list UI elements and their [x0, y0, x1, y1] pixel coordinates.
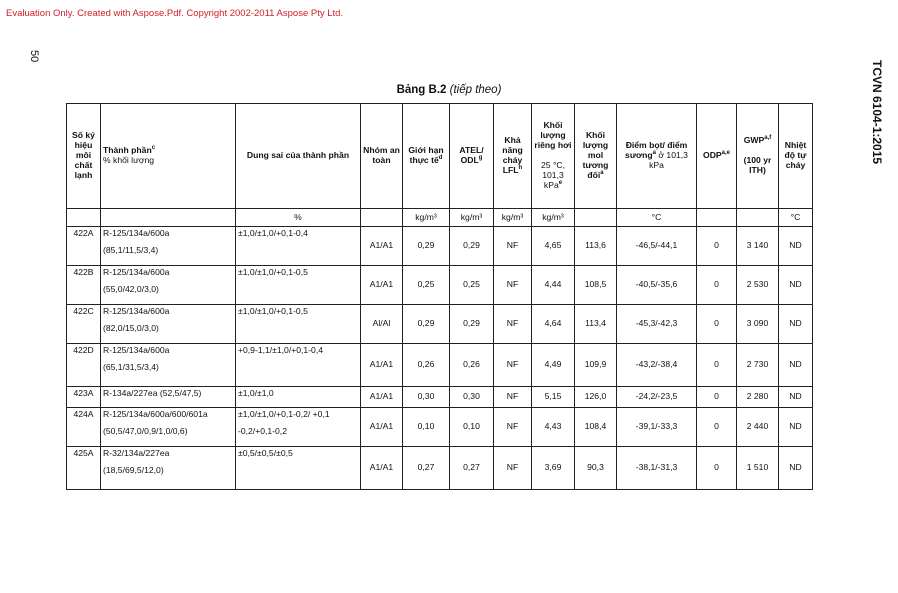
- header-khoi-luong-rieng: [532, 104, 575, 209]
- cell-autoignition: ND: [779, 344, 813, 387]
- header-odp-sup: a,e: [721, 150, 730, 157]
- cell-composition: [101, 447, 236, 490]
- header-nhiet-do: Nhiệt độ tự cháy: [779, 104, 813, 209]
- cell-tolerance: [236, 266, 361, 305]
- header-gioi-han-label: Giới hạn thực tế: [408, 145, 444, 165]
- header-gwp: [737, 104, 779, 209]
- cell-tolerance: [236, 447, 361, 490]
- cell-composition: [101, 305, 236, 344]
- unit-dung-sai: %: [236, 209, 361, 227]
- cell-bubble-dew: -39,1/-33,3: [617, 408, 697, 447]
- table-row: [67, 344, 813, 387]
- composition-line: R-134a/227ea (52,5/47,5): [103, 388, 202, 398]
- header-kha-nang-sup: h: [518, 165, 523, 172]
- table-row: [67, 447, 813, 490]
- cell-practical-limit: 0,30: [403, 387, 450, 408]
- caption-continued: (tiếp theo): [449, 84, 502, 96]
- cell-vapor-density: 4,44: [532, 266, 575, 305]
- unit-gioi-han: kg/m³: [403, 209, 450, 227]
- cell-lfl: NF: [494, 305, 532, 344]
- cell-autoignition: ND: [779, 387, 813, 408]
- cell-code: 423A: [67, 387, 101, 408]
- page-number: 50: [28, 50, 40, 63]
- cell-molar-mass: 109,9: [575, 344, 617, 387]
- units-row: [67, 209, 813, 227]
- header-row: [67, 104, 813, 209]
- tolerance-line: ±1,0/±1,0/+0,1-0,5: [238, 267, 308, 277]
- watermark-text: Evaluation Only. Created with Aspose.Pdf. Copyright 2002-2011 Aspose Pty Ltd.: [6, 8, 344, 19]
- cell-lfl: NF: [494, 408, 532, 447]
- cell-atel: 0,29: [450, 227, 494, 266]
- cell-safety: A1/A1: [361, 227, 403, 266]
- cell-odp: 0: [697, 227, 737, 266]
- cell-safety: A1/A1: [361, 266, 403, 305]
- header-klm-label: Khối lượng mol tương đối: [582, 130, 609, 180]
- header-diem-bot: [617, 104, 697, 209]
- composition-line: R-125/134a/600a: [103, 345, 170, 355]
- cell-atel: 0,25: [450, 266, 494, 305]
- composition-line: (18,5/69,5/12,0): [103, 464, 164, 475]
- composition-line: R-125/134a/600a: [103, 306, 170, 316]
- cell-practical-limit: 0,27: [403, 447, 450, 490]
- unit-atel: kg/m³: [450, 209, 494, 227]
- cell-composition: [101, 344, 236, 387]
- cell-safety: A1/A1: [361, 387, 403, 408]
- header-gwp-sub: (100 yr ITH): [743, 155, 772, 175]
- cell-gwp: 2 440: [737, 408, 779, 447]
- cell-bubble-dew: -38,1/-31,3: [617, 447, 697, 490]
- table-caption: [0, 84, 898, 96]
- header-klm-sup: a: [600, 169, 604, 176]
- unit-nhiet-do: °C: [779, 209, 813, 227]
- cell-atel: 0,29: [450, 305, 494, 344]
- table-row: [67, 227, 813, 266]
- tolerance-line: ±1,0/±1,0/+0,1-0,4: [238, 228, 308, 238]
- cell-composition: [101, 408, 236, 447]
- tolerance-line: ±1,0/±1,0/+0,1-0,2/ +0,1: [238, 409, 330, 419]
- tolerance-line: ±1,0/±1,0/+0,1-0,5: [238, 306, 308, 316]
- composition-line: (85,1/11,5/3,4): [103, 244, 159, 255]
- composition-line: (50,5/47,0/0,9/1,0/0,6): [103, 425, 188, 436]
- cell-safety: A1/A1: [361, 344, 403, 387]
- cell-bubble-dew: -46,5/-44,1: [617, 227, 697, 266]
- cell-code: 422A: [67, 227, 101, 266]
- cell-gwp: 3 090: [737, 305, 779, 344]
- cell-odp: 0: [697, 305, 737, 344]
- header-klr-cond: 25 °C, 101,3 kPa: [541, 159, 565, 190]
- refrigerant-table: [66, 103, 813, 490]
- cell-molar-mass: 113,6: [575, 227, 617, 266]
- header-diem-bot-label: Điểm bọt/ điểm sương: [625, 140, 688, 161]
- unit-kha-nang: kg/m³: [494, 209, 532, 227]
- cell-atel: 0,30: [450, 387, 494, 408]
- unit-empty: [737, 209, 779, 227]
- cell-gwp: 1 510: [737, 447, 779, 490]
- cell-practical-limit: 0,29: [403, 227, 450, 266]
- cell-lfl: NF: [494, 227, 532, 266]
- header-gwp-label: GWP: [743, 135, 765, 146]
- composition-line: (65,1/31,5/3,4): [103, 361, 159, 372]
- header-odp: [697, 104, 737, 209]
- cell-safety: A1/A1: [361, 408, 403, 447]
- cell-practical-limit: 0,26: [403, 344, 450, 387]
- cell-atel: 0,10: [450, 408, 494, 447]
- header-thanh-phan-sup: c: [151, 145, 156, 152]
- cell-code: 425A: [67, 447, 101, 490]
- table-row: [67, 408, 813, 447]
- header-atel-label: ATEL/ ODL: [459, 145, 484, 165]
- composition-line: R-125/134a/600a: [103, 267, 170, 277]
- header-thanh-phan-label: Thành phần: [103, 145, 152, 156]
- cell-autoignition: ND: [779, 266, 813, 305]
- header-nhom-an-toan: Nhóm an toàn: [361, 104, 403, 209]
- composition-line: R-125/134a/600a/600/601a: [103, 409, 208, 419]
- header-atel-sup: g: [478, 155, 483, 162]
- cell-autoignition: ND: [779, 408, 813, 447]
- cell-gwp: 2 280: [737, 387, 779, 408]
- header-odp-label: ODP: [703, 150, 722, 161]
- composition-line: (82,0/15,0/3,0): [103, 322, 159, 333]
- cell-lfl: NF: [494, 387, 532, 408]
- header-thanh-phan-sub: % khối lượng: [103, 155, 155, 165]
- header-klr-sup: e: [558, 179, 563, 186]
- composition-line: R-32/134a/227ea: [103, 448, 170, 458]
- composition-line: R-125/134a/600a: [103, 228, 170, 238]
- cell-molar-mass: 126,0: [575, 387, 617, 408]
- cell-vapor-density: 4,49: [532, 344, 575, 387]
- unit-klr: kg/m³: [532, 209, 575, 227]
- cell-practical-limit: 0,29: [403, 305, 450, 344]
- tolerance-line: +0,9-1,1/±1,0/+0,1-0,4: [238, 345, 323, 355]
- cell-tolerance: [236, 344, 361, 387]
- cell-odp: 0: [697, 408, 737, 447]
- cell-molar-mass: 113,4: [575, 305, 617, 344]
- cell-atel: 0,26: [450, 344, 494, 387]
- cell-composition: [101, 387, 236, 408]
- unit-empty: [697, 209, 737, 227]
- cell-code: 424A: [67, 408, 101, 447]
- cell-molar-mass: 90,3: [575, 447, 617, 490]
- unit-empty: [361, 209, 403, 227]
- cell-code: 422B: [67, 266, 101, 305]
- table-row: [67, 387, 813, 408]
- tolerance-line: ±1,0/±1,0: [238, 388, 274, 398]
- header-diem-bot-cond: ở 101,3 kPa: [649, 150, 688, 170]
- cell-bubble-dew: -45,3/-42,3: [617, 305, 697, 344]
- cell-tolerance: [236, 387, 361, 408]
- cell-gwp: 2 530: [737, 266, 779, 305]
- cell-gwp: 3 140: [737, 227, 779, 266]
- table-row: [67, 305, 813, 344]
- cell-autoignition: ND: [779, 227, 813, 266]
- cell-vapor-density: 4,43: [532, 408, 575, 447]
- cell-autoignition: ND: [779, 447, 813, 490]
- cell-bubble-dew: -40,5/-35,6: [617, 266, 697, 305]
- cell-vapor-density: 3,69: [532, 447, 575, 490]
- cell-gwp: 2 730: [737, 344, 779, 387]
- cell-odp: 0: [697, 266, 737, 305]
- header-dung-sai: Dung sai của thành phần: [236, 104, 361, 209]
- cell-molar-mass: 108,5: [575, 266, 617, 305]
- header-gioi-han: [403, 104, 450, 209]
- cell-odp: 0: [697, 387, 737, 408]
- cell-molar-mass: 108,4: [575, 408, 617, 447]
- header-gioi-han-sup: d: [438, 155, 443, 162]
- unit-empty: [67, 209, 101, 227]
- unit-empty: [575, 209, 617, 227]
- header-diem-bot-sup: a: [652, 150, 657, 157]
- cell-vapor-density: 4,65: [532, 227, 575, 266]
- cell-composition: [101, 266, 236, 305]
- cell-safety: A1/A1: [361, 447, 403, 490]
- header-kha-nang-label: Khả năng cháy LFL: [502, 135, 523, 175]
- cell-tolerance: [236, 408, 361, 447]
- cell-lfl: NF: [494, 344, 532, 387]
- cell-odp: 0: [697, 447, 737, 490]
- header-atel: [450, 104, 494, 209]
- cell-bubble-dew: -24,2/-23,5: [617, 387, 697, 408]
- cell-atel: 0,27: [450, 447, 494, 490]
- caption-label: Bảng B.2: [396, 84, 447, 96]
- unit-empty: [101, 209, 236, 227]
- cell-odp: 0: [697, 344, 737, 387]
- header-thanh-phan: [101, 104, 236, 209]
- cell-practical-limit: 0,10: [403, 408, 450, 447]
- cell-lfl: NF: [494, 447, 532, 490]
- cell-tolerance: [236, 227, 361, 266]
- composition-line: (55,0/42,0/3,0): [103, 283, 159, 294]
- table-row: [67, 266, 813, 305]
- cell-vapor-density: 4,64: [532, 305, 575, 344]
- cell-safety: Al/Al: [361, 305, 403, 344]
- header-so-ky-hieu: Số ký hiệu môi chất lạnh: [67, 104, 101, 209]
- cell-autoignition: ND: [779, 305, 813, 344]
- cell-practical-limit: 0,25: [403, 266, 450, 305]
- standard-code: TCVN 6104-1:2015: [870, 60, 884, 165]
- cell-vapor-density: 5,15: [532, 387, 575, 408]
- cell-bubble-dew: -43,2/-38,4: [617, 344, 697, 387]
- tolerance-line: ±0,5/±0,5/±0,5: [238, 448, 293, 458]
- header-gwp-sup: a,f: [764, 135, 772, 142]
- cell-composition: [101, 227, 236, 266]
- header-khoi-luong-mol: [575, 104, 617, 209]
- header-kha-nang: [494, 104, 532, 209]
- cell-lfl: NF: [494, 266, 532, 305]
- cell-code: 422D: [67, 344, 101, 387]
- tolerance-line: -0,2/+0,1-0,2: [238, 425, 287, 436]
- cell-code: 422C: [67, 305, 101, 344]
- cell-tolerance: [236, 305, 361, 344]
- header-klr-label: Khối lượng riêng hơi: [534, 120, 572, 151]
- unit-diem-bot: °C: [617, 209, 697, 227]
